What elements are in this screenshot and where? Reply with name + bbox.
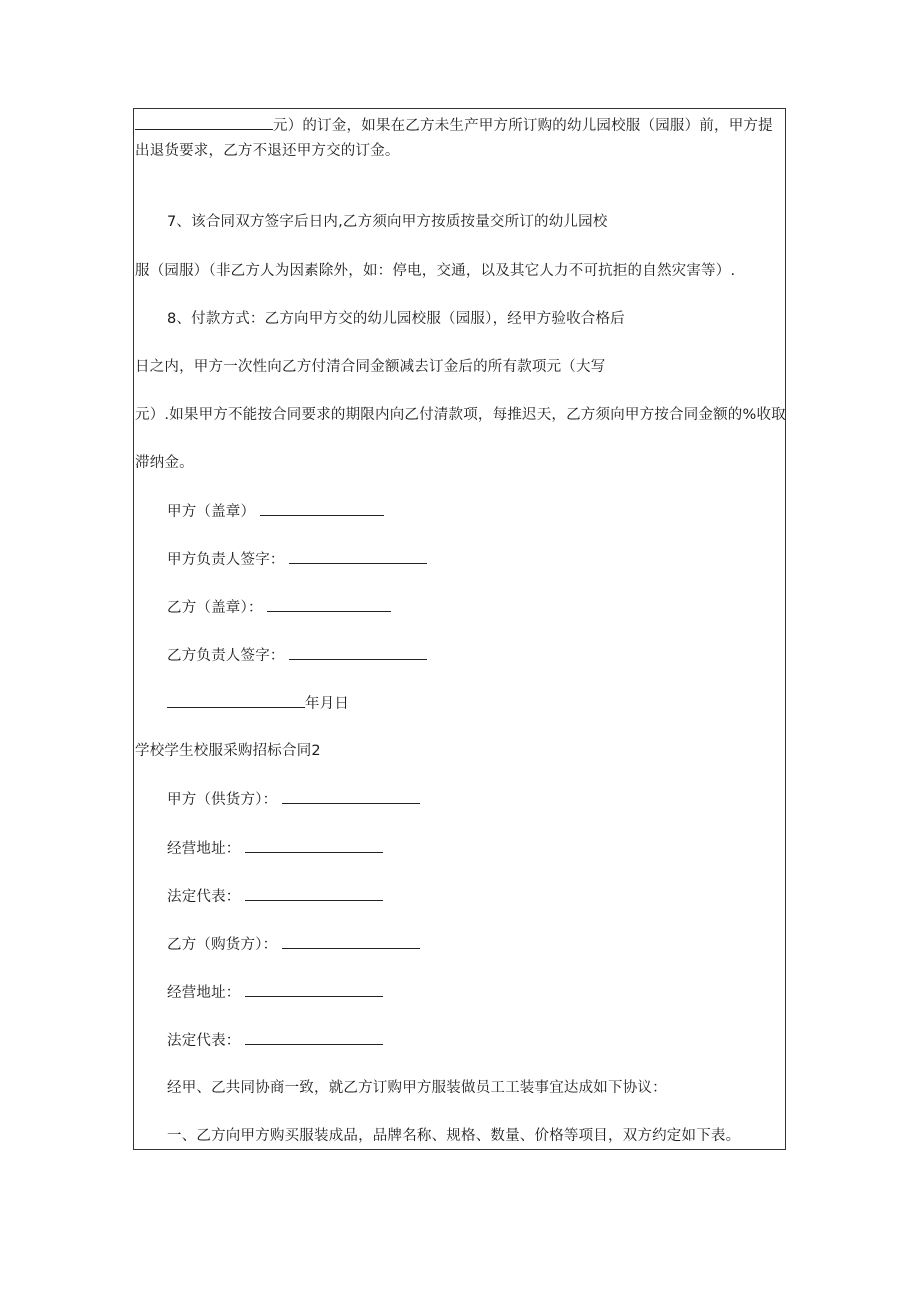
supplier-address-blank[interactable] <box>245 838 383 853</box>
amount-blank[interactable] <box>135 115 273 130</box>
supplier-blank[interactable] <box>282 789 420 804</box>
clause-deposit-line-1 <box>135 115 773 136</box>
clause-8-line-3: 元）.如果甲方不能按合同要求的期限内向乙付清款项，每推迟天，乙方须向甲方按合同金额的%收取 <box>135 407 786 423</box>
label: 甲方负责人签字： <box>167 552 285 568</box>
clause-8-line-2: 日之内，甲方一次性向乙方付清合同金额减去订金后的所有款项元（大写 <box>135 359 606 375</box>
agreement-item-1: 一、乙方向甲方购买服装成品，品牌名称、规格、数量、价格等项目，双方约定如下表。 <box>167 1128 741 1144</box>
agreement-intro: 经甲、乙共同协商一致，就乙方订购甲方服装做员工工装事宜达成如下协议： <box>167 1080 667 1096</box>
clause-deposit-line-2: 出退货要求，乙方不退还甲方交的订金。 <box>135 143 400 159</box>
party-b-seal-blank[interactable] <box>267 597 391 612</box>
buyer-blank[interactable] <box>282 934 420 949</box>
supplier-row <box>167 789 420 810</box>
text: 元）的订金，如果在乙方未生产甲方所订购的幼儿园校服（园服）前，甲方提 <box>273 118 773 134</box>
label: 乙方（盖章）： <box>167 600 263 616</box>
party-a-seal-row <box>167 501 384 522</box>
clause-8-line-4: 滞纳金。 <box>135 455 194 471</box>
clause-7-line-2: 服（园服）（非乙方人为因素除外，如：停电，交通，以及其它人力不可抗拒的自然灾害等）. <box>135 263 736 279</box>
buyer-row <box>167 934 420 955</box>
supplier-rep-blank[interactable] <box>245 886 383 901</box>
label: 法定代表： <box>167 889 241 905</box>
party-b-sign-blank[interactable] <box>289 645 427 660</box>
contract-2-title: 学校学生校服采购招标合同2 <box>135 743 321 759</box>
party-a-sign-blank[interactable] <box>289 549 427 564</box>
supplier-rep-row <box>167 886 383 907</box>
supplier-address-row <box>167 838 383 859</box>
label: 甲方（盖章） <box>167 504 256 520</box>
party-b-seal-row <box>167 597 391 618</box>
label: 甲方（供货方）： <box>167 792 278 808</box>
party-b-sign-row <box>167 645 427 666</box>
label: 经营地址： <box>167 985 241 1001</box>
label: 法定代表： <box>167 1033 241 1049</box>
buyer-address-row <box>167 982 383 1003</box>
buyer-rep-blank[interactable] <box>245 1030 383 1045</box>
clause-7-line-1: 7、该合同双方签字后日内,乙方须向甲方按质按量交所订的幼儿园校 <box>167 214 608 230</box>
party-a-seal-blank[interactable] <box>260 501 384 516</box>
label: 乙方负责人签字： <box>167 648 285 664</box>
date-row <box>167 693 349 714</box>
label: 乙方（购货方）： <box>167 937 278 953</box>
label: 经营地址： <box>167 841 241 857</box>
buyer-address-blank[interactable] <box>245 982 383 997</box>
label: 年月日 <box>305 696 350 712</box>
buyer-rep-row <box>167 1030 383 1051</box>
date-blank[interactable] <box>167 693 305 708</box>
clause-8-line-1: 8、付款方式：乙方向甲方交的幼儿园校服（园服），经甲方验收合格后 <box>167 311 625 327</box>
party-a-sign-row <box>167 549 427 570</box>
